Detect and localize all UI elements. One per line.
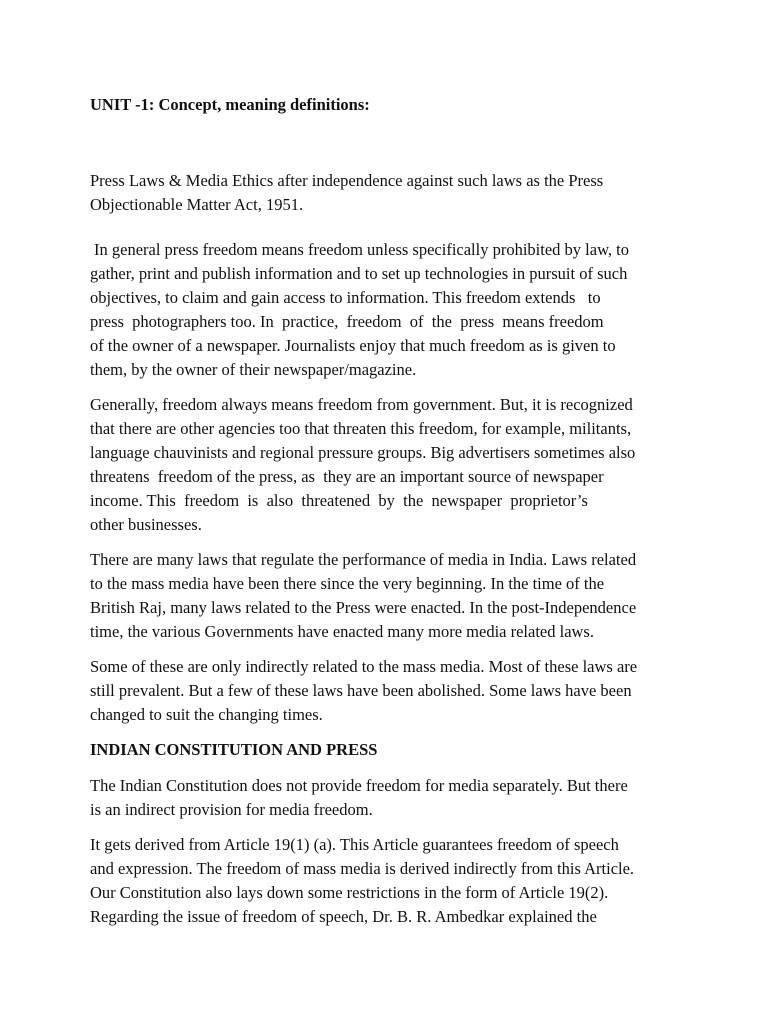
paragraph-line: objectives, to claim and gain access to information. This freedom extends to <box>90 288 601 307</box>
paragraph-line: In general press freedom means freedom unless specifically prohibited by law, to <box>94 240 630 259</box>
paragraph-line: and expression. The freedom of mass media is derived indirectly from this Article. <box>90 859 635 878</box>
intro-line: Press Laws & Media Ethics after independence against such laws as the Press <box>90 171 604 190</box>
section-heading: INDIAN CONSTITUTION AND PRESS <box>90 740 378 759</box>
intro-line: Objectionable Matter Act, 1951. <box>90 195 304 214</box>
article-19-paragraph <box>90 833 674 929</box>
paragraph-line: that there are other agencies too that threaten this freedom, for example, militants, <box>90 419 632 438</box>
intro-paragraph <box>90 169 674 217</box>
paragraph-line: of the owner of a newspaper. Journalists enjoy that much freedom as is given to <box>90 336 616 355</box>
government-freedom-paragraph <box>90 393 674 537</box>
paragraph-line: language chauvinists and regional pressure groups. Big advertisers sometimes also <box>90 443 636 462</box>
paragraph-line: changed to suit the changing times. <box>90 705 323 724</box>
paragraph-line: income. This freedom is also threatened by the newspaper proprietor’s <box>90 491 588 510</box>
paragraph-line: to the mass media have been there since the very beginning. In the time of the <box>90 574 605 593</box>
paragraph-line: still prevalent. But a few of these laws have been abolished. Some laws have been <box>90 681 632 700</box>
paragraph-line: time, the various Governments have enacted many more media related laws. <box>90 622 594 641</box>
paragraph-line: press photographers too. In practice, freedom of the press means freedom <box>90 312 604 331</box>
paragraph-line: It gets derived from Article 19(1) (a). This Article guarantees freedom of speech <box>90 835 619 854</box>
indirect-laws-paragraph <box>90 655 674 727</box>
constitution-paragraph <box>90 774 674 822</box>
paragraph-line: Our Constitution also lays down some restrictions in the form of Article 19(2). <box>90 883 609 902</box>
unit-heading: UNIT -1: Concept, meaning definitions: <box>90 95 370 114</box>
paragraph-line: threatens freedom of the press, as they are an important source of newspaper <box>90 467 604 486</box>
paragraph-line: Some of these are only indirectly related to the mass media. Most of these laws are <box>90 657 638 676</box>
paragraph-line: Generally, freedom always means freedom from government. But, it is recognized <box>90 395 633 414</box>
media-laws-paragraph <box>90 548 674 644</box>
press-freedom-paragraph <box>90 238 674 382</box>
paragraph-line: The Indian Constitution does not provide freedom for media separately. But there <box>90 776 628 795</box>
paragraph-line: gather, print and publish information and to set up technologies in pursuit of such <box>90 264 628 283</box>
paragraph-line: Regarding the issue of freedom of speech, Dr. B. R. Ambedkar explained the <box>90 907 597 926</box>
paragraph-line: them, by the owner of their newspaper/magazine. <box>90 360 417 379</box>
paragraph-line: British Raj, many laws related to the Press were enacted. In the post-Independence <box>90 598 637 617</box>
paragraph-line: other businesses. <box>90 515 202 534</box>
paragraph-line: is an indirect provision for media freedom. <box>90 800 373 819</box>
document-page <box>90 93 674 940</box>
paragraph-line: There are many laws that regulate the performance of media in India. Laws related <box>90 550 637 569</box>
